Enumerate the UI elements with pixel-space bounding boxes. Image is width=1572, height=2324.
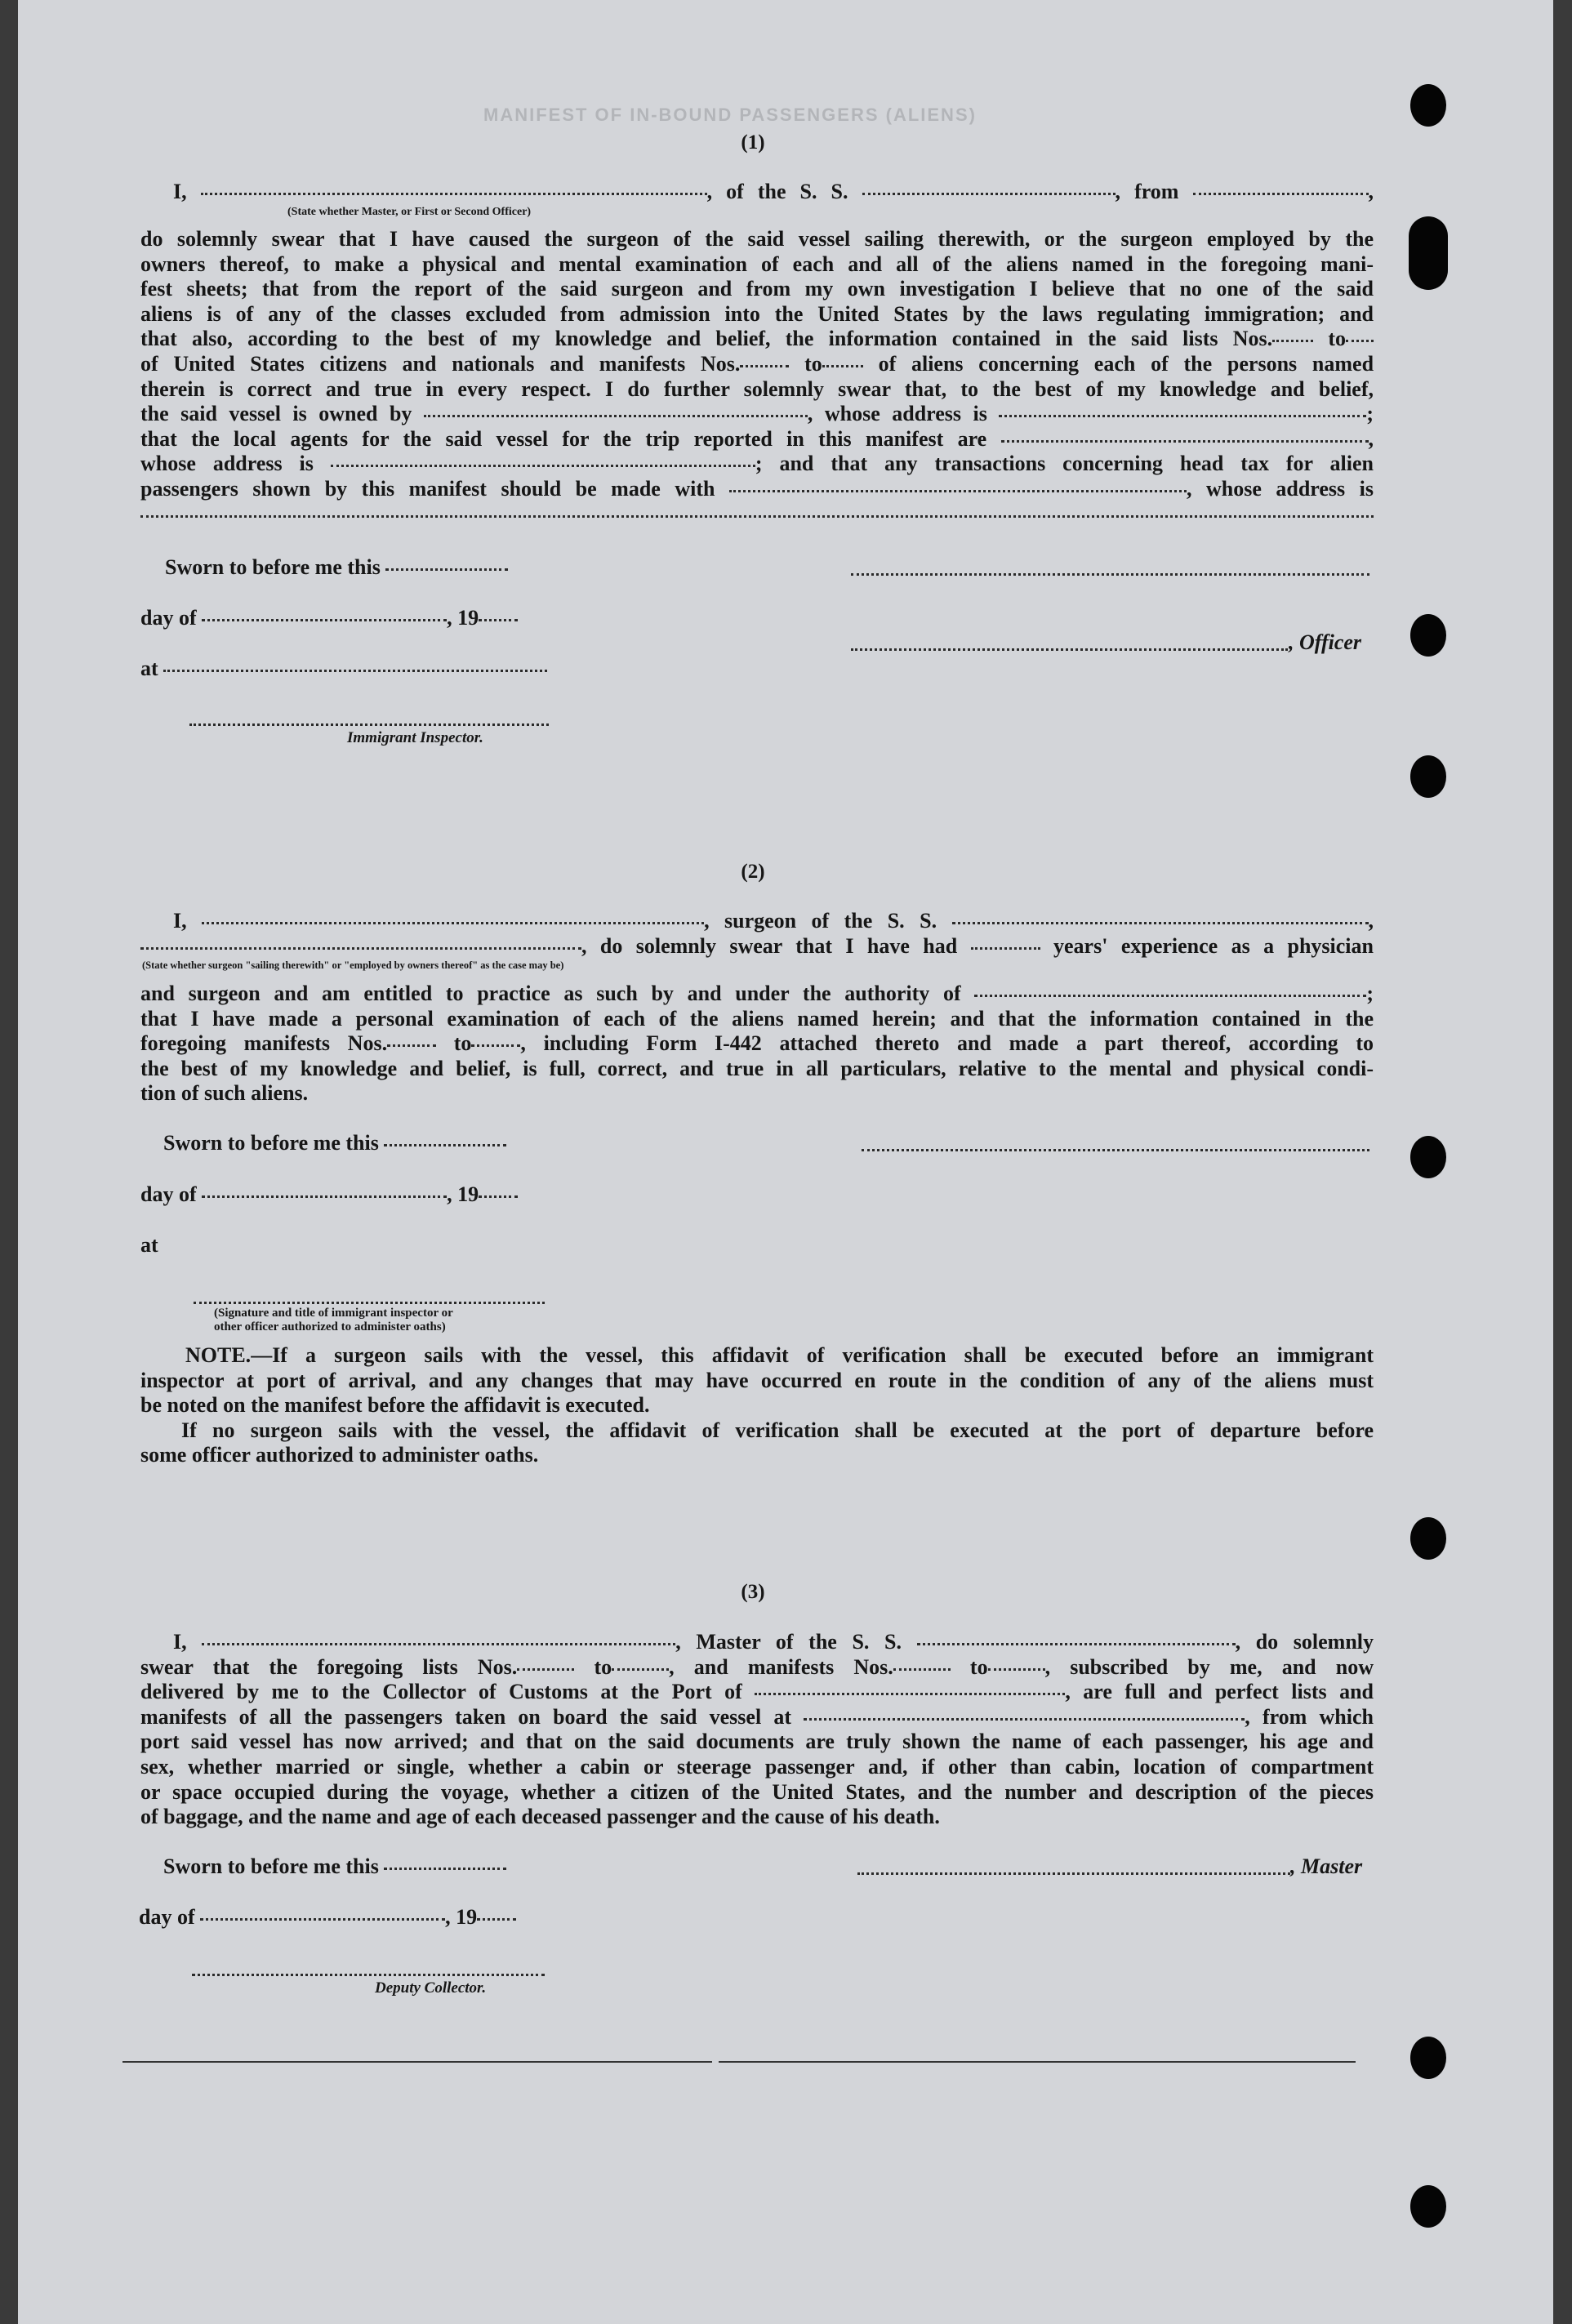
text: I, [173, 909, 187, 933]
text-line: or space occupied during the voyage, whether a citizen of the United States, and the number and description of the pieces [140, 1779, 1374, 1804]
bottom-rule-right [719, 2061, 1356, 2063]
text-line [140, 1680, 1374, 1705]
text: , and manifests Nos. [669, 1654, 893, 1679]
master-label: , Master [1290, 1854, 1363, 1878]
blank-field [387, 1044, 436, 1047]
text: Sworn to before me this [163, 1131, 379, 1155]
right-signature-line [851, 573, 1369, 576]
deputy-caption: Deputy Collector. [375, 1979, 487, 1997]
section-2-number: (2) [741, 861, 765, 883]
text: , subscribed by me, and now [1044, 1654, 1374, 1679]
text: to [969, 1654, 988, 1679]
blank-field [517, 1668, 574, 1671]
section-3-affidavit [140, 1630, 1374, 1830]
blank-field [740, 365, 789, 367]
section-1-affidavit [140, 180, 1374, 205]
blank-field [988, 1668, 1045, 1671]
bottom-rule-left [122, 2061, 712, 2063]
text-line: therein is correct and true in every respect. I do further solemnly swear that, to the best of my knowledge and belief, [140, 376, 1374, 401]
text: , whose address is [1186, 476, 1374, 501]
text-line [140, 1343, 1374, 1369]
ghost-header-stamp: MANIFEST OF IN-BOUND PASSENGERS (ALIENS) [483, 105, 977, 125]
text: day of [140, 606, 197, 630]
blank-field-owner [424, 415, 808, 417]
text-line: tion of such aliens. [140, 1081, 309, 1106]
blank-field [612, 1668, 669, 1671]
text: day of [140, 1182, 197, 1206]
text: , do solemnly [1235, 1630, 1374, 1654]
blank-field-years [971, 947, 1040, 950]
section-3-sworn [163, 1854, 506, 1879]
text-line [140, 327, 1374, 352]
text: day of [139, 1905, 195, 1929]
text-line: inspector at port of arrival, and any changes that may have occurred en route in the condition of any of the aliens must [140, 1368, 1374, 1392]
text: the said vessel is owned by [140, 402, 412, 426]
blank-field [202, 1195, 447, 1198]
section-2-affidavit [140, 909, 1374, 959]
section-1-at [140, 657, 547, 681]
text: , 19 [447, 606, 479, 630]
text: passengers shown by this manifest should be made with [140, 476, 715, 501]
blank-field-address [999, 415, 1366, 417]
text-line: and surgeon and am entitled to practice as such by and under the authority of ; [140, 982, 1374, 1005]
text: to [804, 351, 822, 376]
blank-field-authority [974, 995, 1366, 997]
blank-field [385, 568, 508, 571]
text-line: port said vessel has now arrived; and that on the said documents are truly shown the name of each passenger, his age and [140, 1730, 1374, 1754]
text: at [140, 1233, 158, 1257]
master-signature-line [857, 1872, 1290, 1875]
text: of United States citizens and nationals and manifests Nos. [140, 351, 741, 376]
text: at [140, 657, 158, 680]
text: whose address is [140, 452, 314, 476]
text: years' experience as a physician [1053, 933, 1374, 958]
text-line: aliens is of any of the classes excluded from admission into the United States by the laws regulating immigration; and [140, 301, 1374, 326]
blank-field-agents [1001, 440, 1369, 443]
section-2-sig-caption-1: (Signature and title of immigrant inspector or [214, 1307, 453, 1320]
text-line: of baggage, and the name and age of each deceased passenger and the cause of his death. [140, 1805, 940, 1829]
section-2-caption: (State whether surgeon "sailing therewith" or "employed by owners thereof" as the case may be) [142, 959, 564, 971]
section-2-sworn [163, 1131, 506, 1155]
blank-field-address [140, 515, 1374, 518]
binder-hole [1410, 2185, 1446, 2228]
text: to [1328, 327, 1347, 351]
text-line: some officer authorized to administer oaths. [140, 1443, 539, 1467]
text-line: that the local agents for the said vessel for the trip reported in this manifest are , [140, 426, 1374, 451]
text: , of the S. S. [706, 180, 848, 203]
text: , surgeon of the S. S. [704, 909, 937, 933]
blank-field [1272, 340, 1313, 342]
blank-field [822, 365, 863, 367]
text-line [140, 1705, 1374, 1730]
right-signature-line [862, 1149, 1369, 1151]
blank-field-vessel [917, 1643, 1236, 1645]
text-line: owners thereof, to make a physical and mental examination of each and all of the aliens named in the foregoing mani- [140, 252, 1374, 276]
text-line [140, 934, 1374, 959]
section-2-sig-caption-2: other officer authorized to administer oaths) [214, 1320, 446, 1333]
blank-field [200, 1918, 445, 1921]
binder-hole [1410, 2037, 1446, 2079]
blank-field [479, 1195, 518, 1198]
text: and surgeon and am entitled to practice as such by and under the authority of [140, 982, 961, 1005]
binder-hole [1410, 755, 1446, 798]
section-2-note [140, 1343, 1374, 1468]
section-1-body [140, 227, 1374, 527]
text: that also, according to the best of my knowledge and belief, the information contained in the said lists Nos. [140, 327, 1273, 351]
text: I, [173, 180, 187, 203]
blank-field-vessel [952, 922, 1369, 924]
blank-field-port [804, 1718, 1245, 1721]
text: delivered by me to the Collector of Customs at the Port of [140, 1680, 742, 1704]
blank-field [477, 1918, 516, 1921]
text-line: be noted on the manifest before the affidavit is executed. [140, 1393, 650, 1418]
text-line [140, 1418, 1374, 1444]
text-line: do solemnly swear that I have caused the surgeon of the said vessel sailing therewith, or the surgeon employed by the [140, 227, 1374, 251]
text: manifests of all the passengers taken on board the said vessel at [140, 1704, 792, 1729]
text: , 19 [447, 1182, 479, 1206]
blank-field-master [202, 1643, 675, 1645]
document-page [18, 0, 1553, 2324]
blank-field [163, 670, 547, 672]
blank-field-officer [201, 193, 707, 195]
blank-field [384, 1144, 506, 1146]
blank-field [384, 1868, 506, 1870]
text: swear that the foregoing lists Nos. [140, 1654, 518, 1679]
text-line [140, 452, 1374, 477]
text: —If a surgeon sails with the vessel, this affidavit of verification shall be executed before an immigrant [251, 1343, 1374, 1367]
section-1-number: (1) [741, 131, 765, 154]
text: Sworn to before me this [165, 555, 381, 579]
blank-field [471, 1044, 520, 1047]
binder-hole [1410, 614, 1446, 657]
text: , from which [1245, 1704, 1374, 1729]
text-line [140, 502, 1374, 528]
text: , do solemnly swear that I have had [581, 933, 958, 958]
section-2-at [140, 1233, 158, 1258]
section-2-day-of [140, 1182, 518, 1207]
note-label: NOTE. [185, 1343, 252, 1367]
inspector-caption: Immigrant Inspector. [347, 729, 483, 746]
text-line [140, 1655, 1374, 1681]
section-1-line: I, , of the S. S. , from , [173, 180, 1374, 203]
text-line: sex, whether married or single, whether a cabin or steerage passenger and, if other than cabin, location of compartment [140, 1754, 1374, 1779]
officer-signature-line [851, 648, 1288, 651]
binder-hole [1410, 1136, 1446, 1178]
section-3-day-of [139, 1905, 516, 1930]
text-line [140, 352, 1374, 377]
text: , including Form I-442 attached thereto and made a part thereof, according to [520, 1031, 1374, 1056]
blank-field-head-tax [729, 490, 1187, 492]
blank-field [479, 619, 518, 621]
blank-field [1346, 340, 1374, 342]
text: , 19 [445, 1905, 478, 1929]
binder-hole [1409, 216, 1448, 290]
text: that the local agents for the said vessel for the trip reported in this manifest are [140, 426, 987, 451]
text-line: the best of my knowledge and belief, is full, correct, and true in all particulars, relative to the mental and physical condi- [140, 1056, 1374, 1080]
blank-field [202, 619, 447, 621]
blank-field [893, 1668, 951, 1671]
text: , are full and perfect lists and [1065, 1680, 1374, 1704]
text: , whose address is [807, 402, 987, 426]
blank-field-from [1193, 193, 1369, 195]
text-line [140, 1630, 1374, 1655]
text: I, [173, 1630, 187, 1654]
text: of aliens concerning each of the persons named [878, 351, 1374, 376]
inspector-signature-line [189, 723, 549, 726]
text-line: fest sheets; that from the report of the said surgeon and from my own investigation I believe that no one of the said [140, 277, 1374, 301]
blank-field-vessel [862, 193, 1116, 195]
text-line: the said vessel is owned by , whose address is ; [140, 402, 1374, 426]
blank-field-address [331, 465, 755, 467]
section-1-sworn [165, 555, 508, 580]
text: to [594, 1654, 612, 1679]
text: If no surgeon sails with the vessel, the affidavit of verification shall be executed at the port of departure before [181, 1418, 1374, 1442]
section-2-body [140, 982, 1374, 1106]
binder-hole [1410, 84, 1446, 127]
text: Sworn to before me this [163, 1854, 379, 1878]
blank-field-status [140, 947, 581, 950]
blank-field-port [755, 1693, 1065, 1695]
section-1-day-of [140, 606, 518, 630]
text-line [140, 477, 1374, 502]
text: to [453, 1031, 472, 1056]
text: foregoing manifests Nos. [140, 1031, 388, 1056]
text: , from [1115, 180, 1179, 203]
inspector-signature-line [194, 1302, 545, 1304]
blank-field-surgeon [202, 922, 704, 924]
section-3-number: (3) [741, 1581, 765, 1603]
binder-hole [1410, 1517, 1446, 1560]
officer-label: , Officer [1289, 630, 1362, 654]
text-line [140, 1031, 1374, 1057]
text-line: I, , surgeon of the S. S. , [173, 909, 1374, 933]
text-line: that I have made a personal examination of each of the aliens named herein; and that the information contained in the [140, 1006, 1374, 1031]
section-1-caption: (State whether Master, or First or Second Officer) [287, 206, 532, 218]
text: ; and that any transactions concerning head tax for alien [755, 452, 1374, 476]
deputy-signature-line [192, 1974, 545, 1976]
text: , Master of the S. S. [675, 1630, 902, 1654]
